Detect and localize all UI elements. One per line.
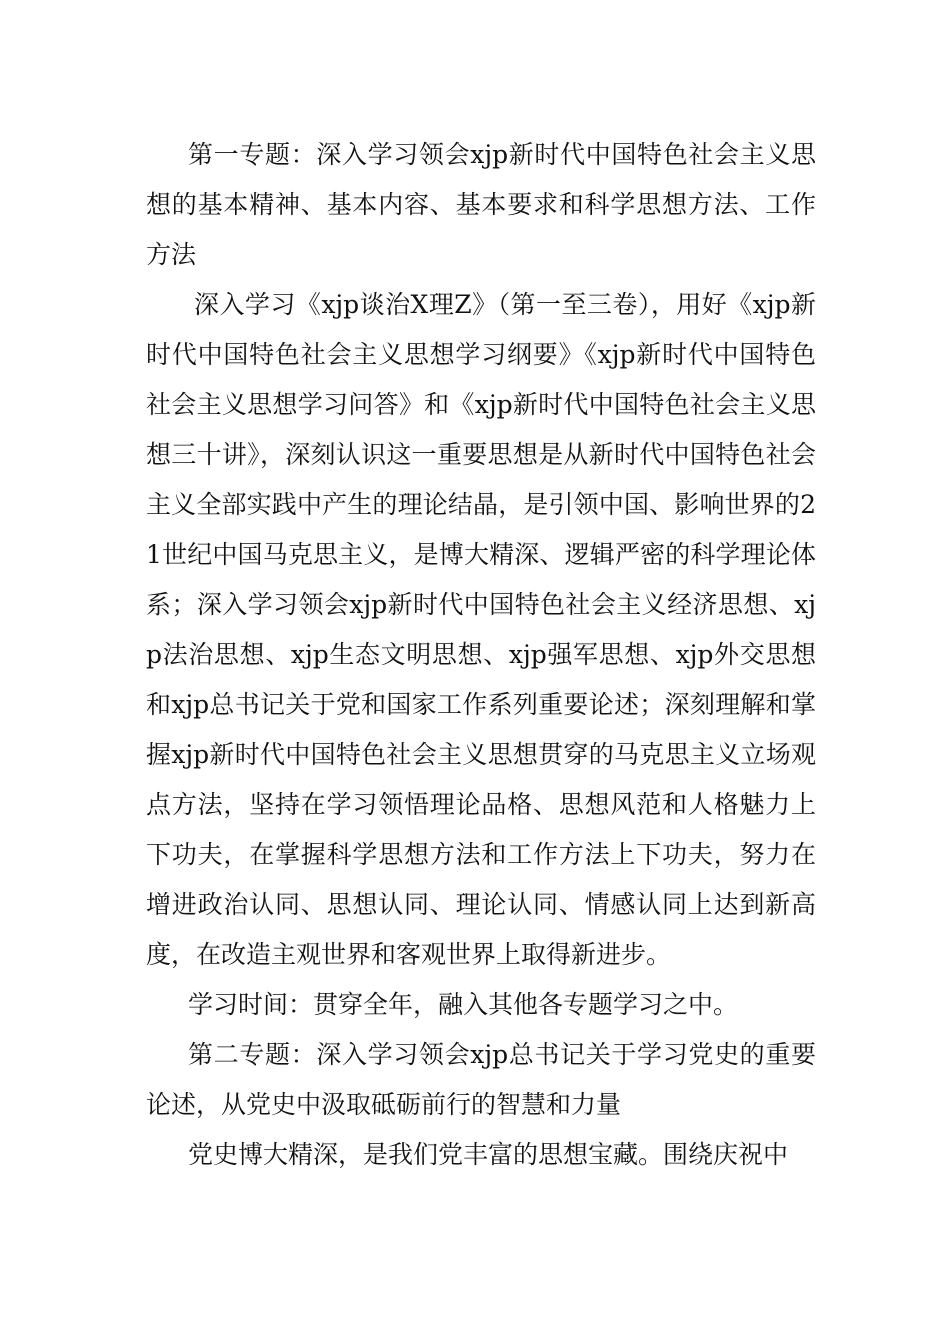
- heading-topic-one: 第一专题：深入学习领会xjp新时代中国特色社会主义思想的基本精神、基本内容、基本要求和科学思想方法、工作方法: [146, 140, 816, 269]
- paragraph-study-time: 学习时间：贯穿全年，融入其他各专题学习之中。: [188, 990, 739, 1019]
- document-body: [146, 130, 816, 1180]
- paragraph-topic-two-content: 党史博大精深，是我们党丰富的思想宝藏。围绕庆祝中: [188, 1140, 789, 1169]
- paragraph-topic-one-content: 深入学习《xjp谈治X理Z》（第一至三卷），用好《xjp新时代中国特色社会主义思想学习纲要》《xjp新时代中国特色社会主义思想学习问答》和《xjp新时代中国特色社会主义思想三十讲》，深刻认识这一重要思想是从新时代中国特色社会主义全部实践中产生的理论结晶，是引领中国、影响世界的21世纪中国马克思主义，是博大精深、逻辑严密的科学理论体系；深入学习领会xjp新时代中国特色社会主义经济思想、xjp法治思想、xjp生态文明思想、xjp强军思想、xjp外交思想和xjp总书记关于党和国家工作系列重要论述；深刻理解和掌握xjp新时代中国特色社会主义思想贯穿的马克思主义立场观点方法，坚持在学习领悟理论品格、思想风范和人格魅力上下功夫，在掌握科学思想方法和工作方法上下功夫，努力在增进政治认同、思想认同、理论认同、情感认同上达到新高度，在改造主观世界和客观世界上取得新进步。: [146, 290, 816, 969]
- heading-topic-two: 第二专题：深入学习领会xjp总书记关于学习党史的重要论述，从党史中汲取砥砺前行的智慧和力量: [146, 1040, 816, 1119]
